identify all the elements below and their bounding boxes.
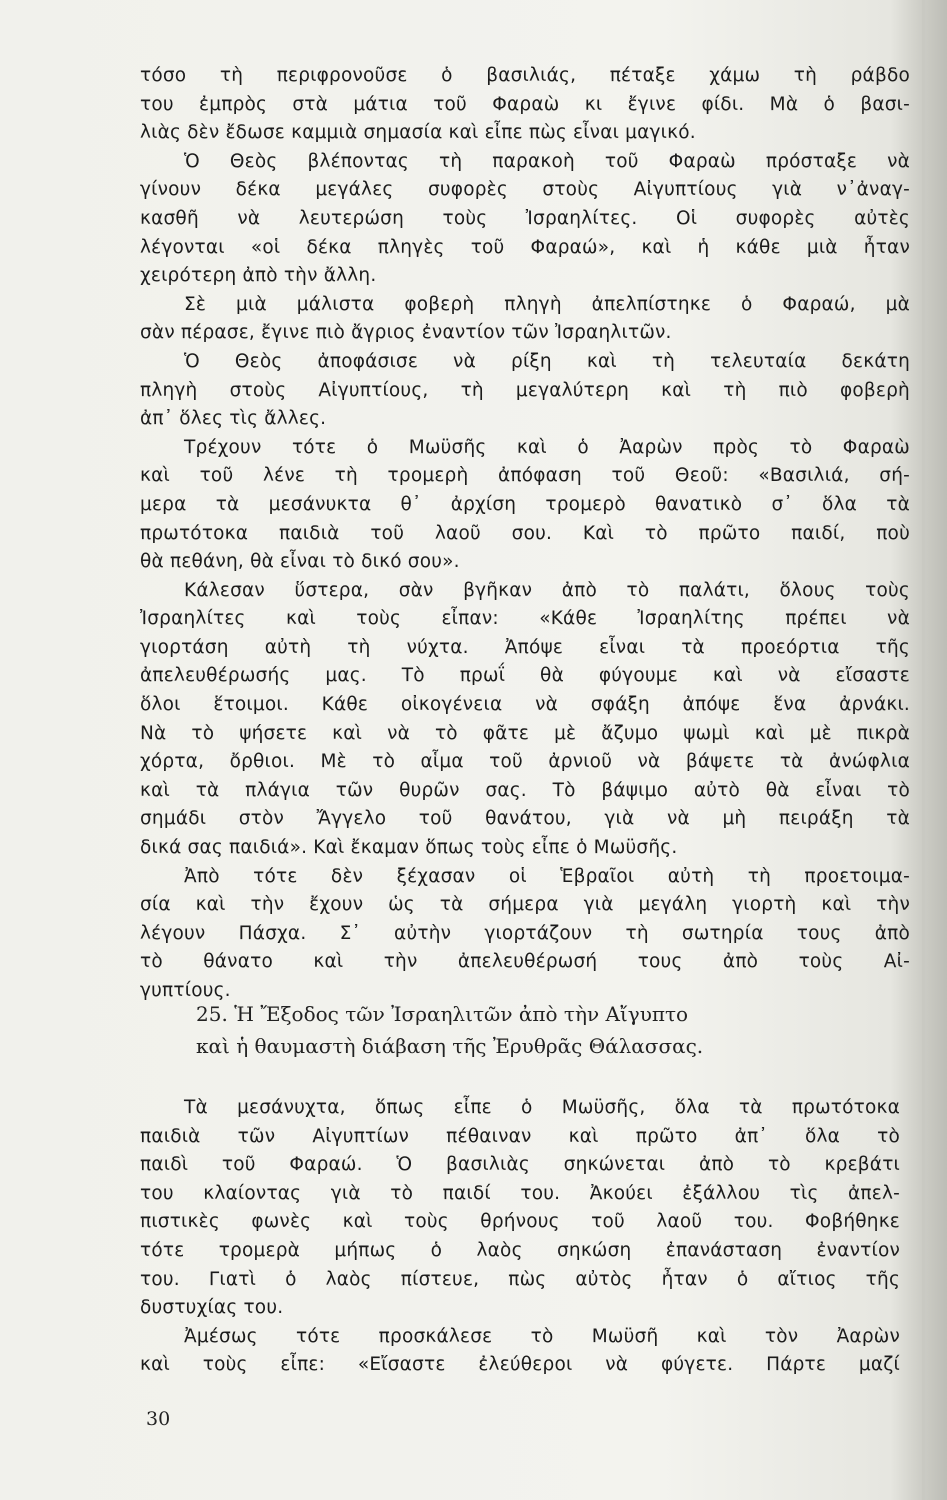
text-line: του. Γιατὶ ὁ λαὸς πίστευε, πὼς αὐτὸς ἦταν ὁ αἴτιος τῆς bbox=[140, 1268, 900, 1290]
text-line: Ἀμέσως τότε προσκάλεσε τὸ Μωϋσῆ καὶ τὸν Ἀαρὼν bbox=[184, 1325, 900, 1347]
text-line: πιστικὲς φωνὲς καὶ τοὺς θρήνους τοῦ λαοῦ του. Φοβήθηκε bbox=[140, 1211, 900, 1233]
paragraph-3 bbox=[140, 291, 910, 348]
paragraph-2 bbox=[140, 148, 910, 291]
text-line: τὸ θάνατο καὶ τὴν ἀπελευθέρωσή τους ἀπὸ τοὺς Αἰ- bbox=[140, 951, 910, 973]
text-line: καὶ τοῦ λένε τὴ τρομερὴ ἀπόφαση τοῦ Θεοῦ: «Βασιλιά, σή- bbox=[140, 465, 910, 487]
text-line: Ὁ Θεὸς βλέποντας τὴ παρακοὴ τοῦ Φαραὼ πρόσταξε νὰ bbox=[184, 150, 910, 172]
text-line: Κάλεσαν ὕστερα, σὰν βγῆκαν ἀπὸ τὸ παλάτι, ὅλους τοὺς bbox=[184, 579, 910, 601]
text-line: γυπτίους. bbox=[140, 980, 231, 1001]
paragraph-1 bbox=[140, 62, 910, 148]
text-line: γιορτάση αὐτὴ τὴ νύχτα. Ἀπόψε εἶναι τὰ προεόρτια τῆς bbox=[140, 636, 910, 658]
text-line: δικά σας παιδιά». Καὶ ἔκαμαν ὅπως τοὺς εἶπε ὁ Μωϋσῆς. bbox=[140, 837, 678, 859]
section-text bbox=[140, 1094, 900, 1380]
section-heading-line-1: 25. Ἡ Ἔξοδος τῶν Ἰσραηλιτῶν ἀπὸ τὴν Αἴγυπτο bbox=[196, 1002, 689, 1026]
text-line: παιδὶ τοῦ Φαραώ. Ὁ βασιλιὰς σηκώνεται ἀπὸ τὸ κρεβάτι bbox=[140, 1154, 900, 1176]
text-line: Σὲ μιὰ μάλιστα φοβερὴ πληγὴ ἀπελπίστηκε ὁ Φαραώ, μὰ bbox=[184, 293, 910, 315]
text-line: λέγουν Πάσχα. Σ᾿ αὐτὴν γιορτάζουν τὴ σωτηρία τους ἀπὸ bbox=[140, 922, 910, 944]
page-fold-shadow bbox=[922, 0, 925, 1500]
text-line: Τὰ μεσάνυχτα, ὅπως εἶπε ὁ Μωϋσῆς, ὅλα τὰ πρωτότοκα bbox=[184, 1097, 900, 1118]
text-line: λέγονται «οἱ δέκα πληγὲς τοῦ Φαραώ», καὶ ἡ κάθε μιὰ ἦταν bbox=[140, 236, 910, 258]
text-line: πληγὴ στοὺς Αἰγυπτίους, τὴ μεγαλύτερη καὶ τὴ πιὸ φοβερὴ bbox=[140, 379, 910, 401]
text-line: καὶ τοὺς εἶπε: «Εἴσαστε ἐλεύθεροι νὰ φύγετε. Πάρτε μαζί bbox=[140, 1354, 900, 1376]
paragraph-6 bbox=[140, 577, 910, 863]
section-paragraph-1 bbox=[140, 1094, 900, 1323]
text-line: καὶ τὰ πλάγια τῶν θυρῶν σας. Τὸ βάψιμο αὐτὸ θὰ εἶναι τὸ bbox=[140, 779, 910, 801]
text-line: πρωτότοκα παιδιὰ τοῦ λαοῦ σου. Καὶ τὸ πρῶτο παιδί, ποὺ bbox=[140, 522, 910, 544]
text-line: γίνουν δέκα μεγάλες συφορὲς στοὺς Αἰγυπτίους γιὰ ν᾿ἀναγ- bbox=[140, 179, 910, 201]
text-line: ἀπελευθέρωσής μας. Τὸ πρωΐ θὰ φύγουμε καὶ νὰ εἴσαστε bbox=[140, 665, 910, 687]
body-text bbox=[140, 62, 910, 1006]
text-line: του ἐμπρὸς στὰ μάτια τοῦ Φαραὼ κι ἔγινε φίδι. Μὰ ὁ βασι- bbox=[140, 93, 910, 115]
section-heading-line-2: καὶ ἡ θαυμαστὴ διάβαση τῆς Ἐρυθρᾶς Θάλασσας. bbox=[196, 1034, 704, 1058]
text-line: κασθῆ νὰ λευτερώση τοὺς Ἰσραηλίτες. Οἱ συφορὲς αὐτὲς bbox=[140, 207, 910, 229]
text-line: λιὰς δὲν ἔδωσε καμμιὰ σημασία καὶ εἶπε πὼς εἶναι μαγικό. bbox=[140, 122, 696, 144]
text-line: θὰ πεθάνη, θὰ εἶναι τὸ δικό σου». bbox=[140, 551, 460, 573]
text-line: παιδιὰ τῶν Αἰγυπτίων πέθαιναν καὶ πρῶτο ἀπ᾿ ὅλα τὸ bbox=[140, 1125, 900, 1147]
text-line: σὰν πέρασε, ἔγινε πιὸ ἄγριος ἐναντίον τῶν Ἰσραηλιτῶν. bbox=[140, 322, 672, 344]
section-heading bbox=[196, 998, 876, 1062]
text-line: Νὰ τὸ ψήσετε καὶ νὰ τὸ φᾶτε μὲ ἄζυμο ψωμὶ καὶ μὲ πικρὰ bbox=[140, 722, 910, 744]
text-line: τόσο τὴ περιφρονοῦσε ὁ βασιλιάς, πέταξε χάμω τὴ ράβδο bbox=[140, 65, 910, 86]
paragraph-4 bbox=[140, 348, 910, 434]
text-line: ὅλοι ἕτοιμοι. Κάθε οἰκογένεια νὰ σφάξη ἀπόψε ἕνα ἀρνάκι. bbox=[140, 694, 910, 716]
text-line: σία καὶ τὴν ἔχουν ὡς τὰ σήμερα γιὰ μεγάλη γιορτὴ καὶ τὴν bbox=[140, 894, 910, 916]
paragraph-5 bbox=[140, 434, 910, 577]
text-line: Ἰσραηλίτες καὶ τοὺς εἶπαν: «Κάθε Ἰσραηλίτης πρέπει νὰ bbox=[140, 608, 910, 630]
text-line: χόρτα, ὄρθιοι. Μὲ τὸ αἷμα τοῦ ἀρνιοῦ νὰ βάψετε τὰ ἀνώφλια bbox=[140, 751, 910, 773]
text-line: μερα τὰ μεσάνυκτα θ᾿ ἀρχίση τρομερὸ θανατικὸ σ᾿ ὅλα τὰ bbox=[140, 493, 910, 515]
section-paragraph-2 bbox=[140, 1323, 900, 1380]
text-line: σημάδι στὸν Ἄγγελο τοῦ θανάτου, γιὰ νὰ μὴ πειράξη τὰ bbox=[140, 808, 910, 830]
text-line: χειρότερη ἀπὸ τὴν ἄλλη. bbox=[140, 265, 377, 287]
text-line: Τρέχουν τότε ὁ Μωϋσῆς καὶ ὁ Ἀαρὼν πρὸς τὸ Φαραὼ bbox=[184, 436, 910, 458]
page-number: 30 bbox=[146, 1408, 171, 1430]
text-line: ἀπ᾿ ὅλες τὶς ἄλλες. bbox=[140, 408, 327, 430]
text-line: Ὁ Θεὸς ἀποφάσισε νὰ ρίξη καὶ τὴ τελευταία δεκάτη bbox=[184, 350, 910, 372]
text-line: δυστυχίας του. bbox=[140, 1297, 284, 1319]
text-line: τότε τρομερὰ μήπως ὁ λαὸς σηκώση ἐπανάσταση ἐναντίον bbox=[140, 1239, 900, 1261]
text-line: Ἀπὸ τότε δὲν ξέχασαν οἱ Ἑβραῖοι αὐτὴ τὴ προετοιμα- bbox=[184, 865, 910, 887]
text-line: του κλαίοντας γιὰ τὸ παιδί του. Ἀκούει ἐξάλλου τὶς ἀπελ- bbox=[140, 1182, 900, 1204]
paragraph-7 bbox=[140, 863, 910, 1006]
